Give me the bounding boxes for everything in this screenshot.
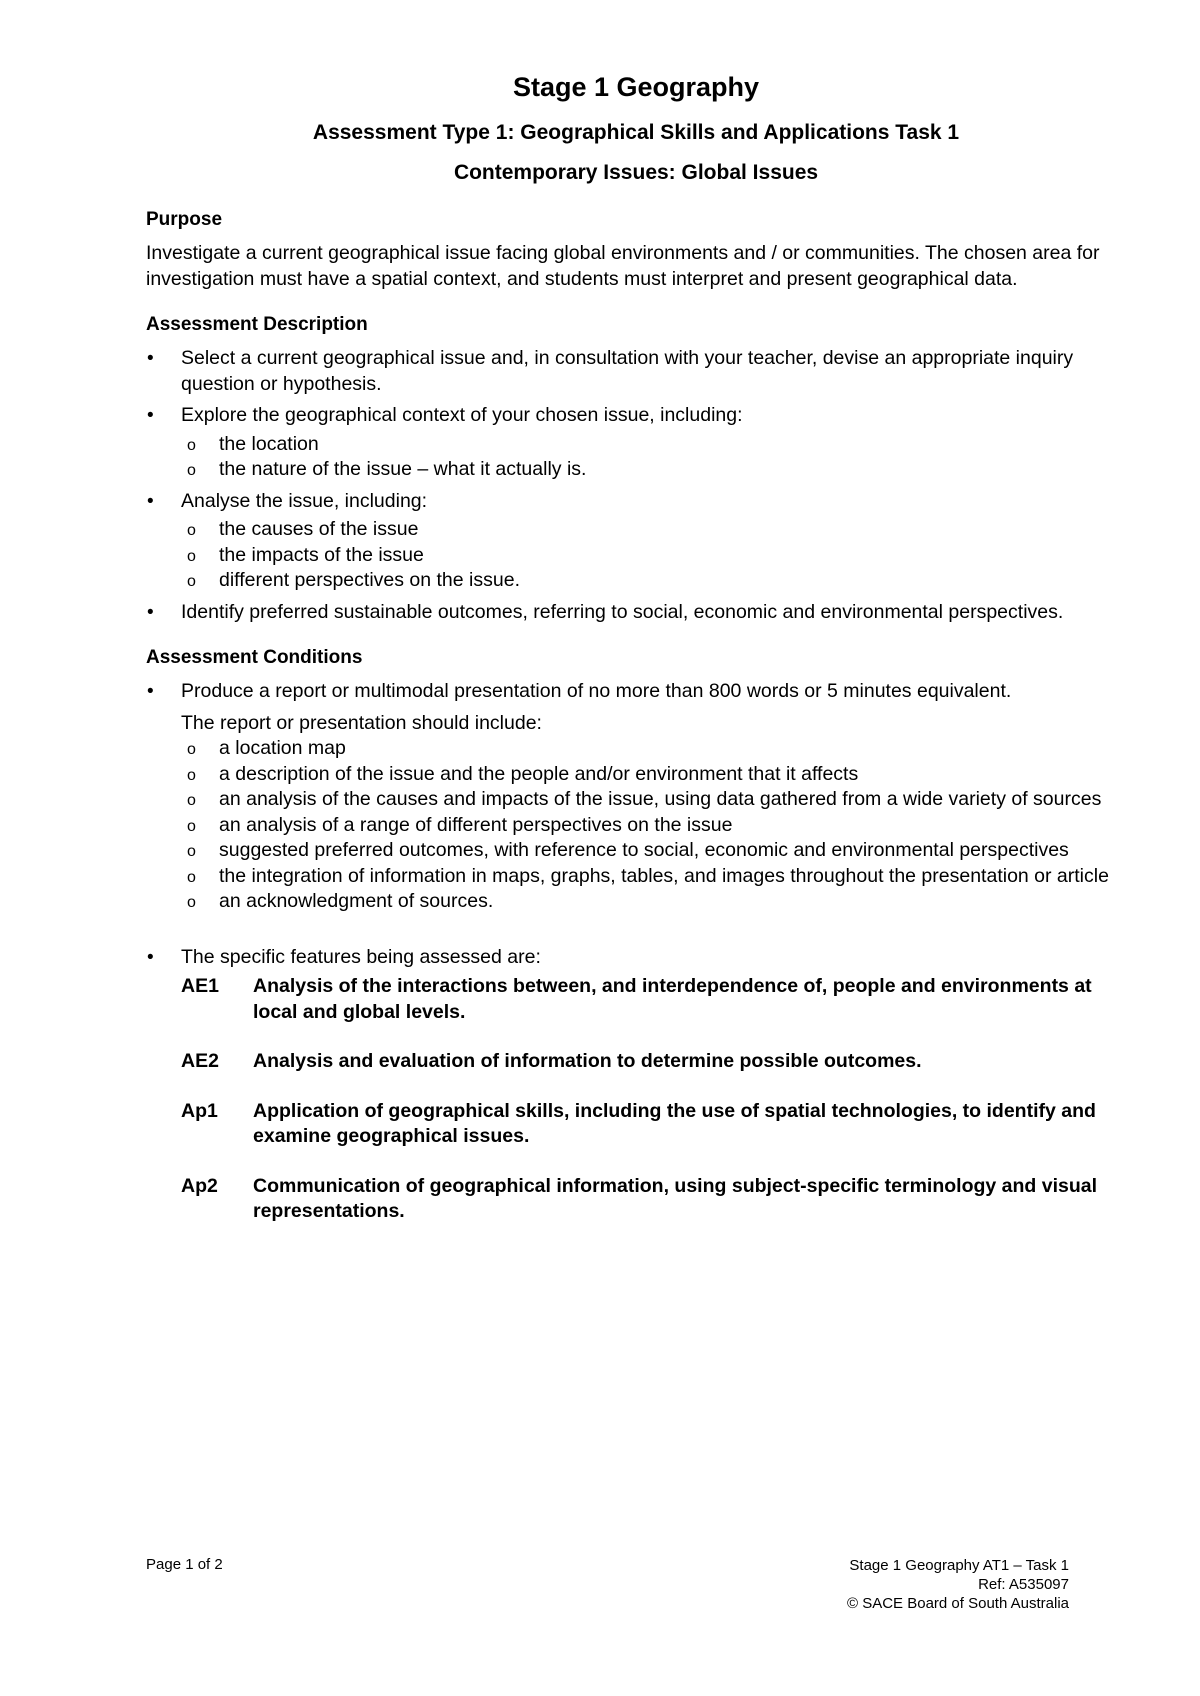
include-list: [181, 736, 1126, 915]
sub-list-item: o an analysis of a range of different perspectives on the issue: [181, 813, 1126, 839]
sub-list-item: o suggested preferred outcomes, with reference to social, economic and environmental perspectives: [181, 838, 1126, 864]
feature-code: Ap1: [181, 1099, 218, 1122]
sub-list-item: o the nature of the issue – what it actually is.: [181, 457, 1126, 483]
description-list: [146, 346, 1126, 625]
purpose-text: Investigate a current geographical issue facing global environments and / or communities. The chosen area for investigation must have a spatial context, and students must interpret and present geographical data.: [146, 242, 1100, 290]
description-heading: Assessment Description: [146, 314, 368, 335]
footer-copyright: © SACE Board of South Australia: [846, 1595, 1069, 1612]
feature-text: Analysis of the interactions between, and interdependence of, people and environments at local and global levels.: [253, 975, 1092, 1023]
feature-row: [181, 974, 1126, 1025]
list-item: • Identify preferred sustainable outcomes, referring to social, economic and environmental perspectives.: [146, 600, 1126, 626]
features-list: [181, 974, 1126, 1225]
purpose-heading: Purpose: [146, 209, 223, 230]
feature-row: [181, 1174, 1126, 1225]
list-item: • Produce a report or multimodal presentation of no more than 800 words or 5 minutes equivalent. The report or presentation should include: o a location map o a description of the issue and the people and/or environment that it affects o an analysis of the causes and impacts of the issue, using data gathered from a wide variety of sources o an analysis of a range of different perspectives on the issue o suggested preferred outcomes, with reference to social, economic and environmental perspectives o the integration of information in maps, graphs, tables, and images throughout the presentation or article o an acknowledgment of sources.: [146, 679, 1126, 939]
feature-text: Application of geographical skills, including the use of spatial technologies, to identify and examine geographical issues.: [253, 1099, 1096, 1147]
assessment-type-subtitle: Assessment Type 1: Geographical Skills and Applications Task 1: [312, 121, 960, 144]
list-item: • Analyse the issue, including: o the causes of the issue o the impacts of the issue o different perspectives on the issue.: [146, 489, 1126, 594]
sub-list-item: o an analysis of the causes and impacts of the issue, using data gathered from a wide variety of sources: [181, 787, 1126, 813]
sub-list-item: o the impacts of the issue: [181, 543, 1126, 569]
sub-list-item: o a description of the issue and the people and/or environment that it affects: [181, 762, 1126, 788]
sub-list-item: o the integration of information in maps, graphs, tables, and images throughout the presentation or article: [181, 864, 1126, 890]
include-intro: The report or presentation should include:: [181, 711, 542, 734]
feature-text: Analysis and evaluation of information to determine possible outcomes.: [253, 1050, 922, 1072]
feature-code: Ap2: [181, 1174, 218, 1197]
sub-list: [181, 517, 1126, 594]
sub-list-item: o an acknowledgment of sources.: [181, 889, 1126, 915]
feature-row: [181, 1099, 1126, 1150]
sub-list-item: o the causes of the issue: [181, 517, 1126, 543]
conditions-list: [146, 679, 1126, 1225]
sub-list-item: o different perspectives on the issue.: [181, 568, 1126, 594]
page-title: Stage 1 Geography: [512, 72, 760, 102]
topic-subtitle: Contemporary Issues: Global Issues: [453, 161, 819, 184]
page-number: Page 1 of 2: [146, 1556, 223, 1573]
feature-row: [181, 1049, 1126, 1075]
list-item: • The specific features being assessed are: AE1 Analysis of the interactions between, and interdependence of, people and environments at local and global levels. AE2 Analysis and evaluation of information to determine possible outcomes. Ap1 Application of geographical skills, including the use of spatial technologies, to identify and examine geographical issues. Ap2 Communication of geographical information, using subject-specific terminology and visual representations.: [146, 945, 1126, 1225]
list-item: • Select a current geographical issue and, in consultation with your teacher, devise an appropriate inquiry question or hypothesis.: [146, 346, 1126, 397]
footer-doc-title: Stage 1 Geography AT1 – Task 1: [849, 1557, 1069, 1574]
feature-text: Communication of geographical information, using subject-specific terminology and visual representations.: [253, 1174, 1098, 1222]
conditions-heading: Assessment Conditions: [146, 647, 363, 668]
footer-info: [847, 1556, 1069, 1613]
sub-list: [181, 432, 1126, 483]
footer-ref: Ref: A535097: [978, 1576, 1069, 1593]
sub-list-item: o a location map: [181, 736, 1126, 762]
document-page: [146, 64, 1126, 1249]
sub-list-item: o the location: [181, 432, 1126, 458]
feature-code: AE1: [181, 975, 219, 997]
list-item: • Explore the geographical context of your chosen issue, including: o the location o the nature of the issue – what it actually is.: [146, 403, 1126, 483]
feature-code: AE2: [181, 1050, 219, 1072]
